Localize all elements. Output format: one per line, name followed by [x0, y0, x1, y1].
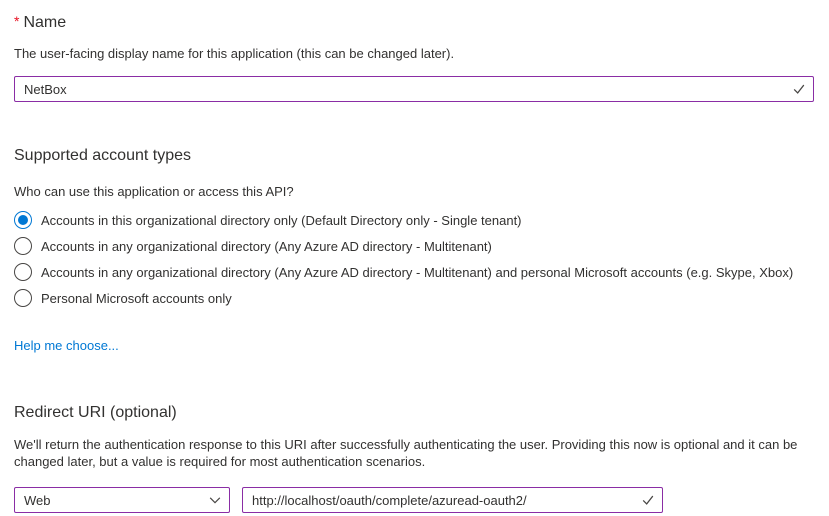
- name-input-container: [14, 76, 814, 102]
- supported-account-types-title: Supported account types: [14, 147, 192, 164]
- platform-select-value: Web: [24, 492, 51, 508]
- redirect-uri-input[interactable]: [243, 488, 662, 512]
- radio-option-single-tenant[interactable]: [14, 211, 815, 229]
- radio-option-personal-only[interactable]: [14, 289, 815, 307]
- radio-button-icon[interactable]: [14, 237, 32, 255]
- redirect-uri-row: [14, 487, 815, 513]
- account-types-question: Who can use this application or access this API?: [14, 184, 294, 199]
- redirect-uri-title: Redirect URI (optional): [14, 404, 177, 421]
- radio-button-icon[interactable]: [14, 263, 32, 281]
- radio-option-label: Accounts in any organizational directory (Any Azure AD directory - Multitenant) and personal Microsoft accounts (e.g. Skype, Xbox): [41, 264, 794, 280]
- radio-option-label: Personal Microsoft accounts only: [41, 290, 232, 306]
- radio-option-label: Accounts in this organizational directory only (Default Directory only - Single tenant): [41, 212, 522, 228]
- name-input[interactable]: [15, 77, 813, 101]
- redirect-uri-input-container: [242, 487, 663, 513]
- radio-button-icon[interactable]: [14, 211, 32, 229]
- chevron-down-icon: [208, 493, 222, 507]
- radio-option-multitenant-personal[interactable]: [14, 263, 815, 281]
- platform-select[interactable]: [14, 487, 230, 513]
- help-me-choose-link[interactable]: Help me choose...: [14, 338, 119, 353]
- name-label-text: Name: [23, 14, 67, 31]
- radio-option-label: Accounts in any organizational directory (Any Azure AD directory - Multitenant): [41, 238, 492, 254]
- radio-option-multitenant[interactable]: [14, 237, 815, 255]
- radio-button-icon[interactable]: [14, 289, 32, 307]
- redirect-uri-description: We'll return the authentication response to this URI after successfully authenticating the user. Providing this now is optional and it can be changed later, but a value is required for most authentication scenarios.: [14, 437, 798, 469]
- name-field-label: [14, 0, 815, 33]
- name-field-description: The user-facing display name for this application (this can be changed later).: [14, 46, 455, 61]
- required-asterisk: *: [14, 13, 20, 29]
- account-type-options: [14, 211, 815, 307]
